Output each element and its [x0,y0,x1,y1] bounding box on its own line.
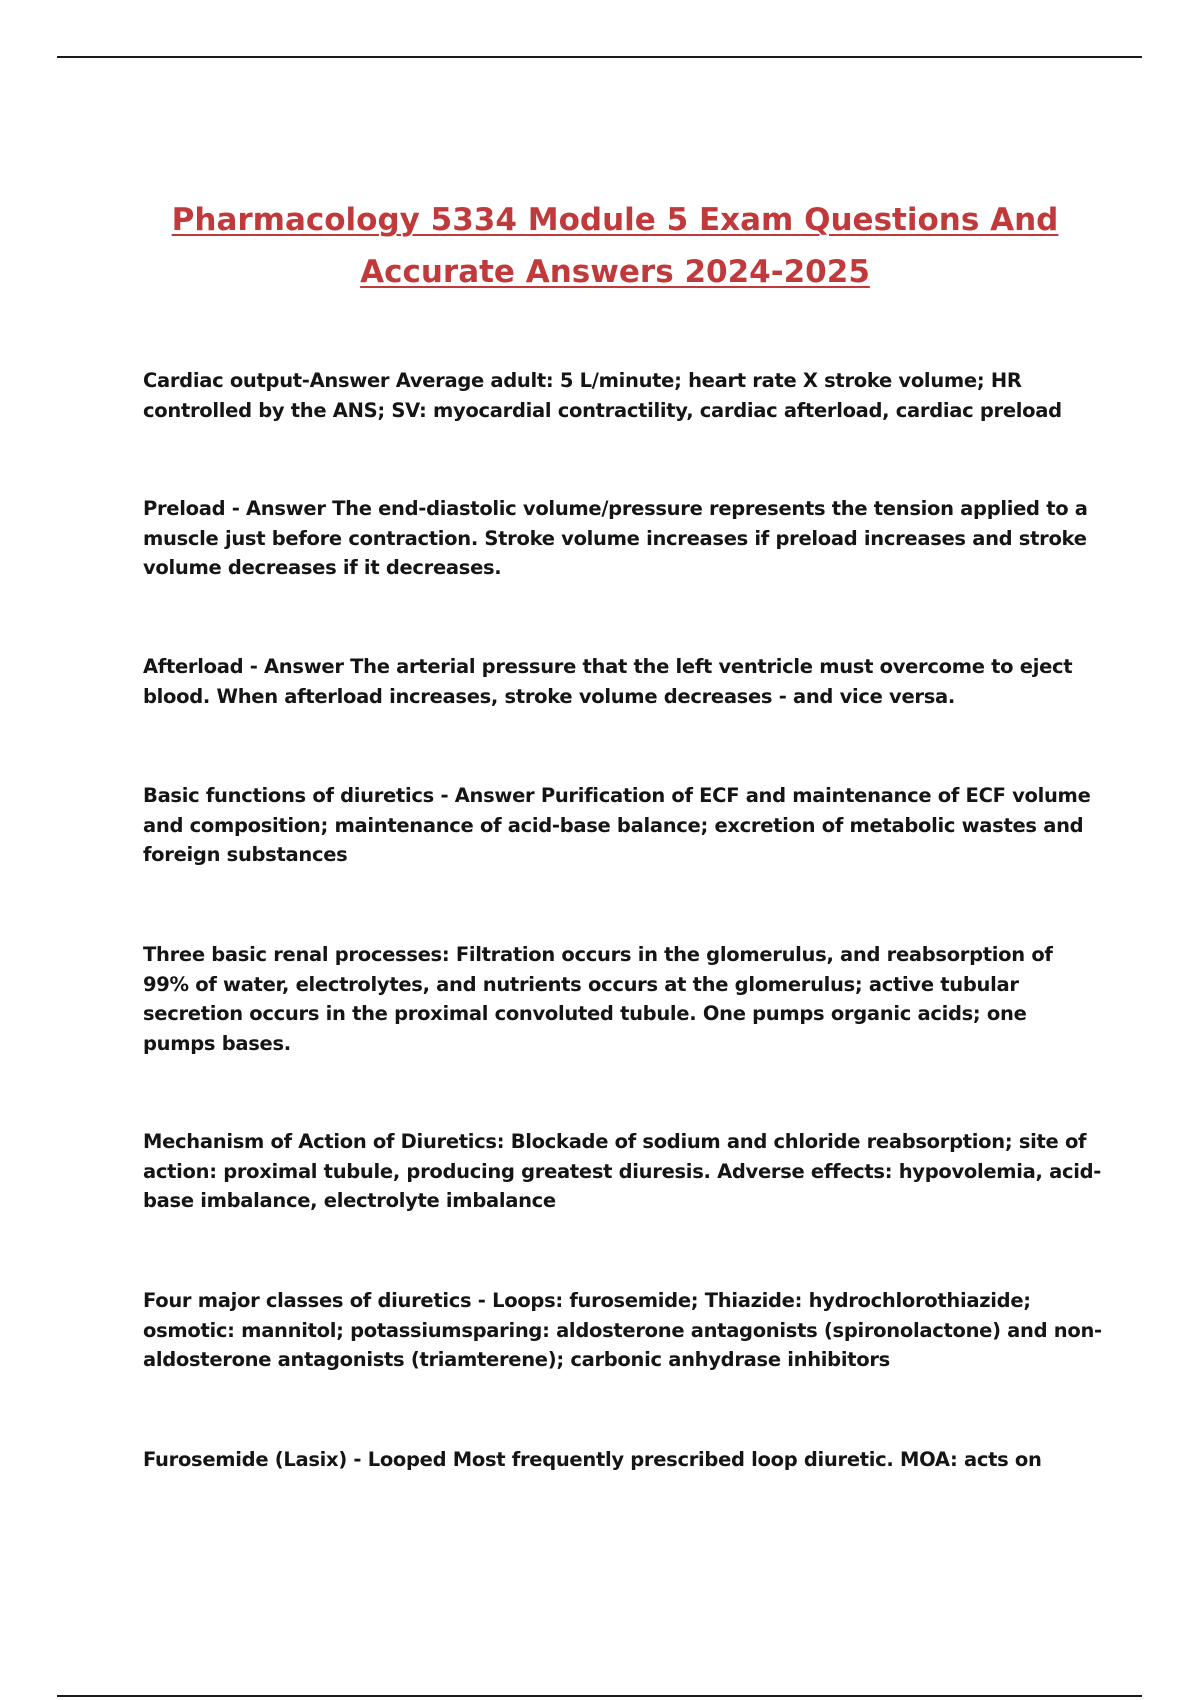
title-line-2: Accurate Answers 2024-2025 [360,254,870,290]
qa-entry-renal-processes: Three basic renal processes: Filtration occurs in the glomerulus, and reabsorption of 99% of water, electrolytes, and nutrients occurs at the glomerulus; active tubular secretion occurs in the proximal convoluted tubule. One pumps organic acids; one pumps bases. [143,943,1053,1055]
document-title [100,194,1130,298]
qa-entry-preload: Preload - Answer The end-diastolic volume/pressure represents the tension applied to a muscle just before contraction. Stroke volume increases if preload increases and stroke volume decreases if it decreases. [143,497,1088,579]
qa-entry-diuretic-moa: Mechanism of Action of Diuretics: Blockade of sodium and chloride reabsorption; site of action: proximal tubule, producing greatest diuresis. Adverse effects: hypovolemia, acid-base imbalance, electrolyte imbalance [143,1130,1102,1212]
qa-entry-diuretic-functions: Basic functions of diuretics - Answer Purification of ECF and maintenance of ECF volume and composition; maintenance of acid-base balance; excretion of metabolic wastes and foreign substances [143,784,1091,866]
bottom-rule [57,1695,1142,1697]
qa-entry-furosemide: Furosemide (Lasix) - Looped Most frequently prescribed loop diuretic. MOA: acts on [143,1448,1042,1471]
title-line-1: Pharmacology 5334 Module 5 Exam Questions And [171,202,1059,238]
qa-entry-diuretic-classes: Four major classes of diuretics - Loops: furosemide; Thiazide: hydrochlorothiazide; osmotic: mannitol; potassiumsparing: aldosterone antagonists (spironolactone) and non-aldosterone antagonists (triamterene); carbonic anhydrase inhibitors [143,1289,1102,1371]
top-rule [57,56,1142,58]
qa-entry-afterload: Afterload - Answer The arterial pressure that the left ventricle must overcome to eject blood. When afterload increases, stroke volume decreases - and vice versa. [143,655,1073,708]
qa-entry-cardiac-output: Cardiac output-Answer Average adult: 5 L/minute; heart rate X stroke volume; HR controlled by the ANS; SV: myocardial contractility, cardiac afterload, cardiac preload [143,369,1062,422]
